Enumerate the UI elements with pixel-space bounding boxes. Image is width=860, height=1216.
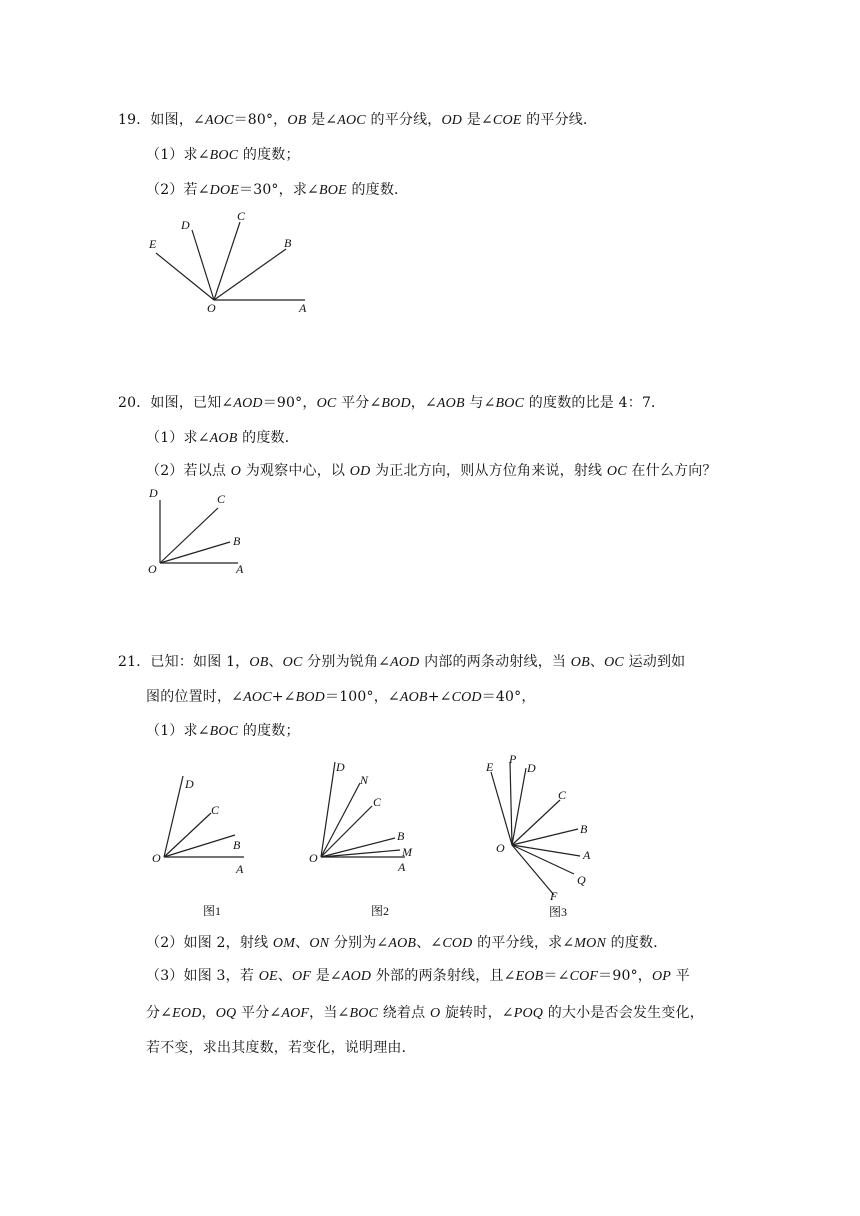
figure3-caption: 图3 (549, 905, 568, 919)
label-B: B (397, 829, 405, 843)
q19-stem: 19．如图，∠AOC＝80°，OB 是∠AOC 的平分线，OD 是∠COE 的平分线． (118, 112, 598, 128)
label-B: B (580, 822, 588, 836)
q21-part3-line1: （3）如图 3，若 OE、OF 是∠AOD 外部的两条射线，且∠EOB＝∠COF＝90°，OP 平 (146, 968, 690, 984)
ray-OF (512, 845, 554, 895)
q19-number: 19． (118, 112, 151, 128)
label-B: B (284, 236, 292, 250)
label-O: O (309, 851, 318, 865)
q19-part1: （1）求∠BOC 的度数； (146, 147, 300, 163)
ray-OB (214, 249, 286, 300)
label-A: A (236, 862, 244, 876)
q21-figure1 (145, 765, 265, 925)
label-C: C (211, 803, 220, 817)
ray-OQ (512, 845, 574, 874)
label-E: E (486, 760, 494, 774)
label-C: C (558, 788, 567, 802)
q20-part1: （1）求∠AOB 的度数． (146, 430, 299, 446)
label-P: P (509, 752, 517, 766)
label-D: D (181, 218, 190, 232)
label-C: C (237, 209, 246, 223)
ray-OE (156, 253, 214, 300)
label-O: O (148, 562, 157, 576)
label-D: D (336, 760, 345, 774)
ray-OB (164, 835, 235, 857)
q20-stem: 20．如图，已知∠AOD＝90°，OC 平分∠BOD，∠AOB 与∠BOC 的度数的比是 4：7． (118, 395, 666, 411)
q21-figure3 (480, 752, 610, 922)
label-A: A (299, 301, 307, 315)
q20-number: 20． (118, 395, 151, 411)
label-O: O (207, 301, 216, 315)
ray-OB (512, 829, 578, 845)
label-F: F (550, 889, 558, 903)
ray-OE (491, 772, 512, 845)
label-Q: Q (577, 873, 586, 887)
q19-figure (140, 205, 360, 325)
label-C: C (373, 795, 382, 809)
label-O: O (496, 841, 505, 855)
q19-part2: （2）若∠DOE＝30°，求∠BOE 的度数． (146, 182, 409, 198)
figure2-caption: 图2 (371, 904, 390, 918)
ray-OD (164, 776, 183, 857)
label-A: A (583, 848, 591, 862)
q21-figure2 (303, 757, 433, 922)
q21-number: 21． (118, 654, 151, 670)
label-B: B (233, 534, 241, 548)
q21-part1: （1）求∠BOC 的度数； (146, 723, 300, 739)
label-N: N (360, 773, 369, 787)
label-B: B (233, 838, 241, 852)
label-C: C (217, 492, 226, 506)
label-E: E (149, 237, 157, 251)
label-D: D (149, 486, 158, 500)
figure1-caption: 图1 (203, 904, 222, 918)
ray-OC (214, 222, 240, 300)
label-O: O (152, 851, 161, 865)
label-A: A (236, 562, 244, 576)
ray-OP (510, 762, 512, 845)
label-D: D (185, 777, 194, 791)
q21-stem-line1: 21．已知：如图 1，OB、OC 分别为锐角∠AOD 内部的两条动射线，当 OB、OC 运动到如 (118, 654, 686, 670)
label-D: D (527, 761, 536, 775)
q21-stem-line2: 图的位置时，∠AOC+∠BOD＝100°，∠AOB+∠COD＝40°， (146, 689, 536, 705)
ray-OD (192, 230, 214, 300)
q21-part2: （2）如图 2，射线 OM、ON 分别为∠AOB、∠COD 的平分线，求∠MON 的度数． (146, 935, 668, 951)
ray-OC (164, 813, 211, 857)
ray-OA (512, 845, 580, 856)
label-M: M (402, 845, 412, 859)
q20-figure (140, 482, 260, 582)
label-A: A (398, 860, 406, 874)
q21-part3-line2: 分∠EOD，OQ 平分∠AOF，当∠BOC 绕着点 O 旋转时，∠POQ 的大小是否会发生变化， (146, 1005, 704, 1021)
ray-OC (321, 806, 372, 857)
q20-part2: （2）若以点 O 为观察中心，以 OD 为正北方向，则从方位角来说，射线 OC 在什么方向？ (146, 463, 717, 479)
q21-part3-line3: 若不变，求出其度数，若变化，说明理由． (146, 1040, 416, 1056)
